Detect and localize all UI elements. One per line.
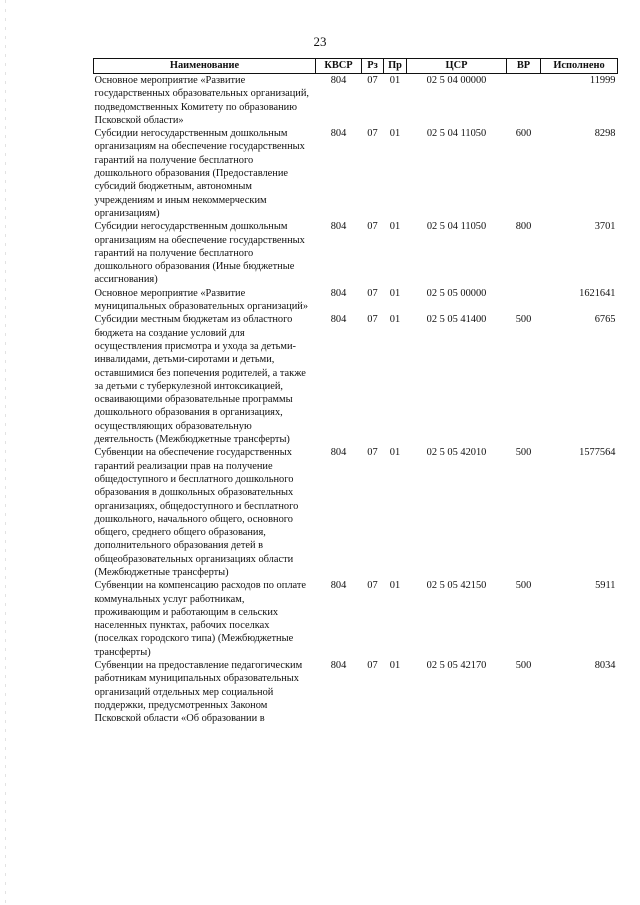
cell-csr: 02 5 05 42010: [426, 447, 487, 459]
cell-rz: 07: [367, 660, 378, 672]
cell-rz: 07: [367, 128, 378, 140]
cell-pr: 01: [389, 75, 401, 86]
table-header: [94, 59, 618, 74]
cell-vr: 600: [515, 128, 532, 140]
cell-kvsr: 804: [330, 75, 347, 86]
cell-csr: 02 5 05 42170: [426, 660, 487, 672]
cell-rz: 07: [367, 314, 378, 326]
cell-amount: 6765: [594, 314, 616, 326]
cell-kvsr: 804: [330, 580, 347, 592]
cell-amount: 8298: [594, 128, 616, 140]
cell-csr: 02 5 04 11050: [426, 221, 487, 233]
cell-pr: 01: [389, 447, 401, 459]
cell-csr: 02 5 04 00000: [426, 75, 487, 86]
cell-amount: 5911: [595, 580, 616, 592]
table-row: [94, 127, 618, 220]
cell-vr: 500: [515, 447, 532, 459]
cell-vr: 800: [515, 221, 532, 233]
cell-kvsr: 804: [330, 287, 347, 299]
scan-edge-artifact: [5, 0, 6, 905]
cell-rz: 07: [367, 580, 378, 592]
cell-csr: 02 5 05 00000: [426, 287, 487, 299]
table-row: [94, 220, 618, 286]
header-csr: ЦСР: [407, 59, 507, 74]
table-row: [94, 579, 618, 659]
cell-vr: 500: [515, 314, 532, 326]
budget-table: [93, 58, 618, 726]
header-amount: Исполнено: [541, 59, 618, 74]
table-row: [94, 659, 618, 725]
table-row: [94, 287, 618, 314]
cell-name: Субвенции на компенсацию расходов по оплате коммунальных услуг работникам, проживающим и работающим в сельских населенных пунктах, рабочих поселках (поселках городского типа) (Межбюджетные трансферты): [94, 580, 306, 658]
cell-csr: 02 5 05 41400: [426, 314, 487, 326]
header-vr: ВР: [507, 59, 541, 74]
cell-name: Субвенции на обеспечение государственных гарантий реализации прав на получение общедоступного и бесплатного дошкольного образования в дошкольных образовательных организациях, общедоступного и бесплатного дошкольного, начального общего, основного общего, среднего общего образования, дополнительного образования детей в общеобразовательных организациях области (Межбюджетные трансферты): [94, 447, 299, 578]
header-kvsr: КВСР: [316, 59, 362, 74]
cell-csr: 02 5 04 11050: [426, 128, 487, 140]
cell-pr: 01: [389, 221, 401, 233]
cell-amount: 1621641: [579, 287, 616, 299]
cell-amount: 11999: [589, 75, 616, 86]
cell-name: Субсидии негосударственным дошкольным организациям на обеспечение государственных гарантий на получение бесплатного дошкольного образования (Предоставление субсидий бюджетным, автономным учреждениям и иным некоммерческим организациям): [94, 128, 305, 219]
cell-pr: 01: [389, 287, 401, 299]
cell-amount: 8034: [594, 660, 616, 672]
cell-rz: 07: [367, 221, 378, 233]
cell-name: Субсидии местным бюджетам из областного бюджета на создание условий для осуществления присмотра и ухода за детьми-инвалидами, детьми-сиротами и детьми, оставшимися без попечения родителей, а также за детьми с туберкулезной интоксикацией, осваивающими образовательные программы дошкольного образования в организациях, осуществляющих образовательную деятельность (Межбюджетные трансферты): [94, 314, 306, 446]
cell-kvsr: 804: [330, 221, 347, 233]
cell-kvsr: 804: [330, 660, 347, 672]
cell-name: Субвенции на предоставление педагогическим работникам муниципальных образовательных организаций отдельных мер социальной поддержки, предусмотренных Законом Псковской области «Об образовании в: [94, 660, 303, 725]
cell-kvsr: 804: [330, 314, 347, 326]
cell-pr: 01: [389, 660, 401, 672]
table-row: [94, 313, 618, 446]
cell-csr: 02 5 05 42150: [426, 580, 487, 592]
cell-vr: [507, 287, 541, 314]
table-row: [94, 446, 618, 579]
cell-pr: 01: [389, 580, 401, 592]
cell-amount: 1577564: [579, 447, 616, 459]
header-name: Наименование: [94, 59, 316, 74]
cell-vr: 500: [515, 660, 532, 672]
cell-rz: 07: [367, 287, 378, 299]
cell-kvsr: 804: [330, 447, 347, 459]
cell-pr: 01: [389, 128, 401, 140]
cell-vr: [507, 74, 541, 128]
cell-kvsr: 804: [330, 128, 347, 140]
cell-pr: 01: [389, 314, 401, 326]
cell-name: Субсидии негосударственным дошкольным организациям на обеспечение государственных гарантий на получение бесплатного дошкольного образования (Иные бюджетные ассигнования): [94, 221, 305, 286]
cell-amount: 3701: [594, 221, 616, 233]
header-pr: Пр: [384, 59, 407, 74]
table-row: [94, 74, 618, 128]
cell-rz: 07: [367, 75, 378, 86]
cell-vr: 500: [515, 580, 532, 592]
cell-rz: 07: [367, 447, 378, 459]
cell-name: Основное мероприятие «Развитие государственных образовательных организаций, подведомственных Комитету по образованию Псковской области»: [94, 75, 310, 126]
page-number: 23: [313, 34, 327, 49]
table-body: [94, 74, 618, 726]
cell-name: Основное мероприятие «Развитие муниципальных образовательных организаций»: [94, 287, 309, 313]
header-rz: Рз: [362, 59, 384, 74]
